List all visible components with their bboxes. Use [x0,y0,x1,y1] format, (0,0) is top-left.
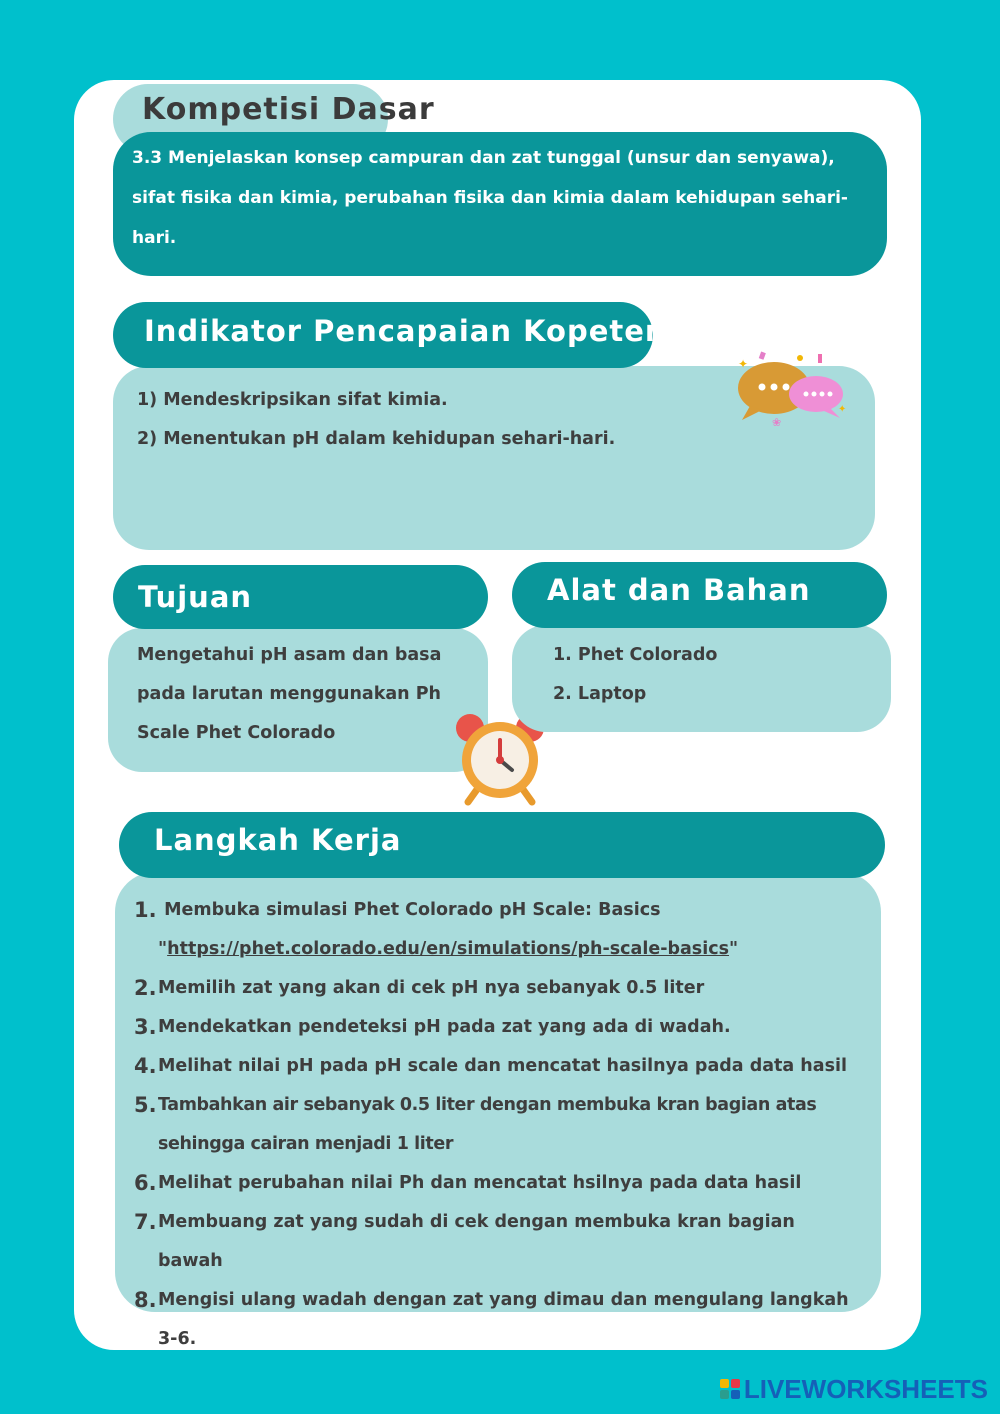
step-item [134,1281,864,1359]
step-text: Mendekatkan pendeteksi pH pada zat yang ada di wadah. [158,1017,731,1037]
kompetensi-dasar-title: Kompetisi Dasar [142,92,435,127]
step-number: 6. [134,1171,157,1195]
step-number: 1. [134,898,157,922]
chat-bubbles-icon [732,350,852,430]
svg-text:✦: ✦ [838,404,847,415]
alat-bahan-item [553,636,873,675]
step-quote-open: " [158,939,168,959]
tujuan-title: Tujuan [138,580,253,614]
step-text [158,891,738,969]
step-text: Melihat nilai pH pada pH scale dan mencatat hasilnya pada data hasil [158,1056,847,1076]
step-text-main: Membuka simulasi Phet Colorado pH Scale: Basics [164,900,661,920]
svg-text:✦: ✦ [738,357,749,371]
logo-blocks-icon [720,1379,740,1399]
alat-bahan-item [553,675,873,714]
logo-block [731,1379,740,1388]
step-text: Melihat perubahan nilai Ph dan mencatat hsilnya pada data hasil [158,1173,802,1193]
alat-bahan-item-num: 1. [553,645,572,665]
indikator-list [137,381,717,459]
liveworksheets-logo[interactable] [720,1374,988,1404]
alat-bahan-item-text: Laptop [577,684,647,704]
indikator-title: Indikator Pencapaian Kopetensi [144,314,696,348]
kompetensi-dasar-text: 3.3 Menjelaskan konsep campuran dan zat tunggal (unsur dan senyawa), sifat fisika dan kimia, perubahan fisika dan kimia dalam kehidupan sehari-hari. [132,148,848,248]
langkah-kerja-title: Langkah Kerja [154,823,402,857]
phet-link[interactable]: https://phet.colorado.edu/en/simulations/ph-scale-basics [167,939,730,959]
step-number: 8. [134,1288,157,1312]
step-item [134,1164,864,1203]
alat-bahan-title: Alat dan Bahan [547,573,811,607]
step-item [134,969,864,1008]
alat-bahan-item-text: Phet Colorado [577,645,718,665]
indikator-item-1: 1) Mendeskripsikan sifat kimia. [137,390,448,410]
logo-block [731,1390,740,1399]
step-number: 7. [134,1210,157,1234]
step-text: Memilih zat yang akan di cek pH nya sebanyak 0.5 liter [158,978,705,998]
step-item [134,1047,864,1086]
svg-text:❀: ❀ [772,416,782,429]
step-number: 3. [134,1015,157,1039]
step-number: 2. [134,976,157,1000]
tujuan-text: Mengetahui pH asam dan basa pada larutan menggunakan Ph Scale Phet Colorado [137,645,442,743]
step-item [134,1203,864,1281]
step-number: 4. [134,1054,157,1078]
step-text: Mengisi ulang wadah dengan zat yang dimau dan mengulang langkah 3-6. [158,1290,849,1349]
indikator-item-2: 2) Menentukan pH dalam kehidupan sehari-hari. [137,429,616,449]
langkah-kerja-steps [134,891,864,1359]
step-item [134,891,864,969]
logo-block [720,1390,729,1399]
step-item [134,1008,864,1047]
logo-block [720,1379,729,1388]
step-number: 5. [134,1093,157,1117]
step-text: Membuang zat yang sudah di cek dengan membuka kran bagian bawah [158,1212,795,1271]
alat-bahan-item-num: 2. [553,684,572,704]
step-quote-close: " [729,939,739,959]
alat-bahan-list [553,636,873,714]
step-item [134,1086,864,1164]
step-text: Tambahkan air sebanyak 0.5 liter dengan membuka kran bagian atas sehingga cairan menjadi 1 liter [158,1095,817,1154]
logo-text: LIVEWORKSHEETS [743,1373,988,1404]
